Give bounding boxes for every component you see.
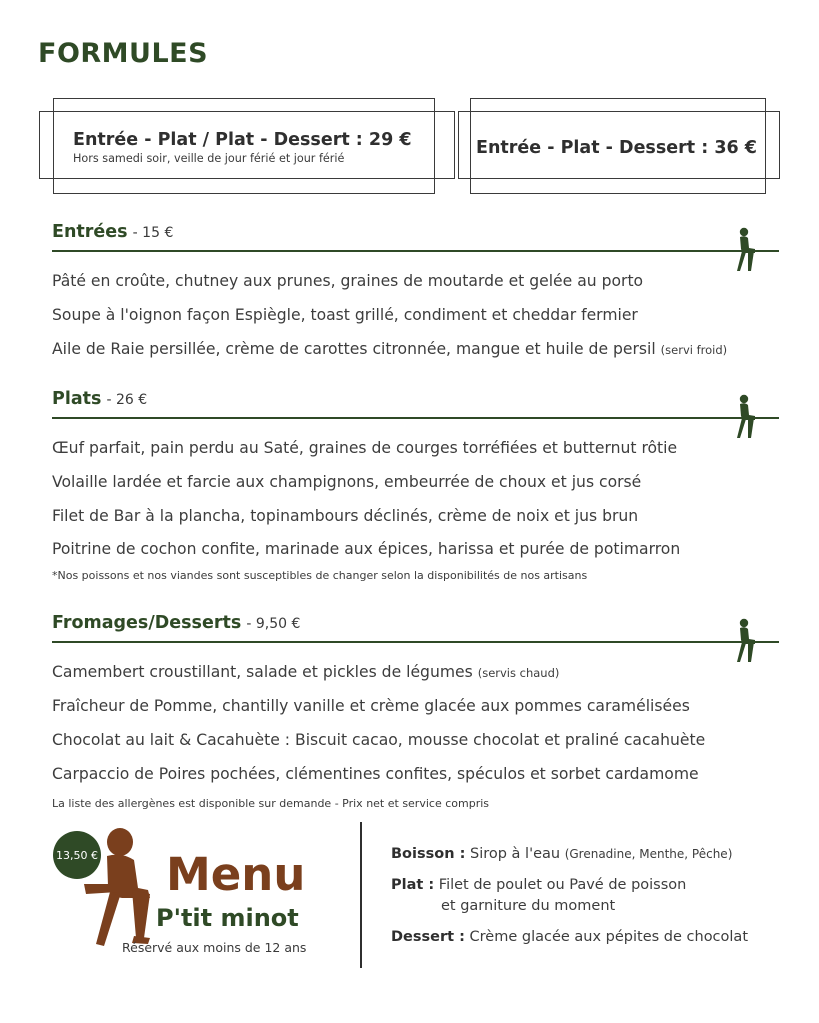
kids-plat-row	[391, 877, 686, 893]
kids-row-label: Plat :	[391, 877, 435, 893]
formula-box-short	[39, 98, 455, 194]
menu-item-text: Camembert croustillant, salade et pickles de légumes	[52, 663, 473, 681]
availability-note: *Nos poissons et nos viandes sont susceptibles de changer selon la disponibilités de nos artisans	[52, 569, 588, 582]
section-price: - 9,50 €	[246, 616, 301, 632]
menu-item-note: (servis chaud)	[477, 666, 560, 680]
kids-price-badge: 13,50 €	[53, 831, 101, 879]
kids-row-value: Crème glacée aux pépites de chocolat	[469, 929, 749, 945]
kids-row-label: Dessert :	[391, 929, 465, 945]
formula-full-price: Entrée - Plat - Dessert : 36 €	[476, 138, 757, 158]
section-divider	[52, 641, 779, 643]
kids-menu-title: Menu	[166, 848, 306, 901]
section-price: - 26 €	[106, 392, 148, 408]
formula-short-condition: Hors samedi soir, veille de jour férié et jour férié	[73, 152, 345, 165]
formula-short-price: Entrée - Plat / Plat - Dessert : 29 €	[73, 130, 412, 150]
sitting-person-icon	[734, 618, 758, 664]
menu-item: Soupe à l'oignon façon Espiègle, toast grillé, condiment et cheddar fermier	[52, 306, 638, 324]
allergens-note: La liste des allergènes est disponible sur demande - Prix net et service compris	[52, 797, 489, 810]
menu-item-note: (servi froid)	[660, 343, 728, 357]
kids-age-restriction: Réservé aux moins de 12 ans	[122, 940, 307, 955]
kids-row-value: Filet de poulet ou Pavé de poisson	[438, 877, 687, 893]
section-name: Fromages/Desserts	[52, 613, 242, 633]
section-divider	[52, 250, 779, 252]
menu-item: Volaille lardée et farcie aux champignons, embeurrée de choux et jus corsé	[52, 473, 642, 491]
kids-menu-name: P'tit minot	[156, 904, 299, 932]
section-divider	[52, 417, 779, 419]
menu-item: Filet de Bar à la plancha, topinambours déclinés, crème de noix et jus brun	[52, 507, 639, 525]
section-heading-entrees	[52, 222, 173, 242]
menu-item-text: Aile de Raie persillée, crème de carottes citronnée, mangue et huile de persil	[52, 340, 656, 358]
menu-item: Pâté en croûte, chutney aux prunes, graines de moutarde et gelée au porto	[52, 272, 644, 290]
section-heading-desserts	[52, 613, 300, 633]
section-price: - 15 €	[132, 225, 174, 241]
sitting-child-icon	[80, 826, 162, 952]
menu-item: Fraîcheur de Pomme, chantilly vanille et crème glacée aux pommes caramélisées	[52, 697, 690, 715]
section-heading-plats	[52, 389, 147, 409]
menu-item	[52, 663, 559, 681]
menu-item	[52, 340, 727, 358]
kids-row-label: Boisson :	[391, 846, 466, 862]
menu-item: Poitrine de cochon confite, marinade aux épices, harissa et purée de potimarron	[52, 540, 681, 558]
menu-item: Œuf parfait, pain perdu au Saté, graines de courges torréfiées et butternut rôtie	[52, 439, 678, 457]
section-name: Entrées	[52, 222, 128, 242]
sitting-person-icon	[734, 227, 758, 273]
vertical-divider	[360, 822, 362, 968]
menu-item: Carpaccio de Poires pochées, clémentines confites, spéculos et sorbet cardamome	[52, 765, 699, 783]
kids-row-value: Sirop à l'eau	[470, 846, 561, 862]
sitting-person-icon	[734, 394, 758, 440]
kids-row-note: (Grenadine, Menthe, Pêche)	[564, 847, 733, 861]
kids-dessert-row	[391, 929, 748, 945]
section-name: Plats	[52, 389, 102, 409]
kids-boisson-row	[391, 846, 732, 862]
menu-item: Chocolat au lait & Cacahuète : Biscuit cacao, mousse chocolat et praliné cacahuète	[52, 731, 706, 749]
page-title: FORMULES	[38, 38, 209, 69]
formula-box-full	[458, 98, 780, 194]
kids-plat-row-continued: et garniture du moment	[441, 898, 616, 914]
